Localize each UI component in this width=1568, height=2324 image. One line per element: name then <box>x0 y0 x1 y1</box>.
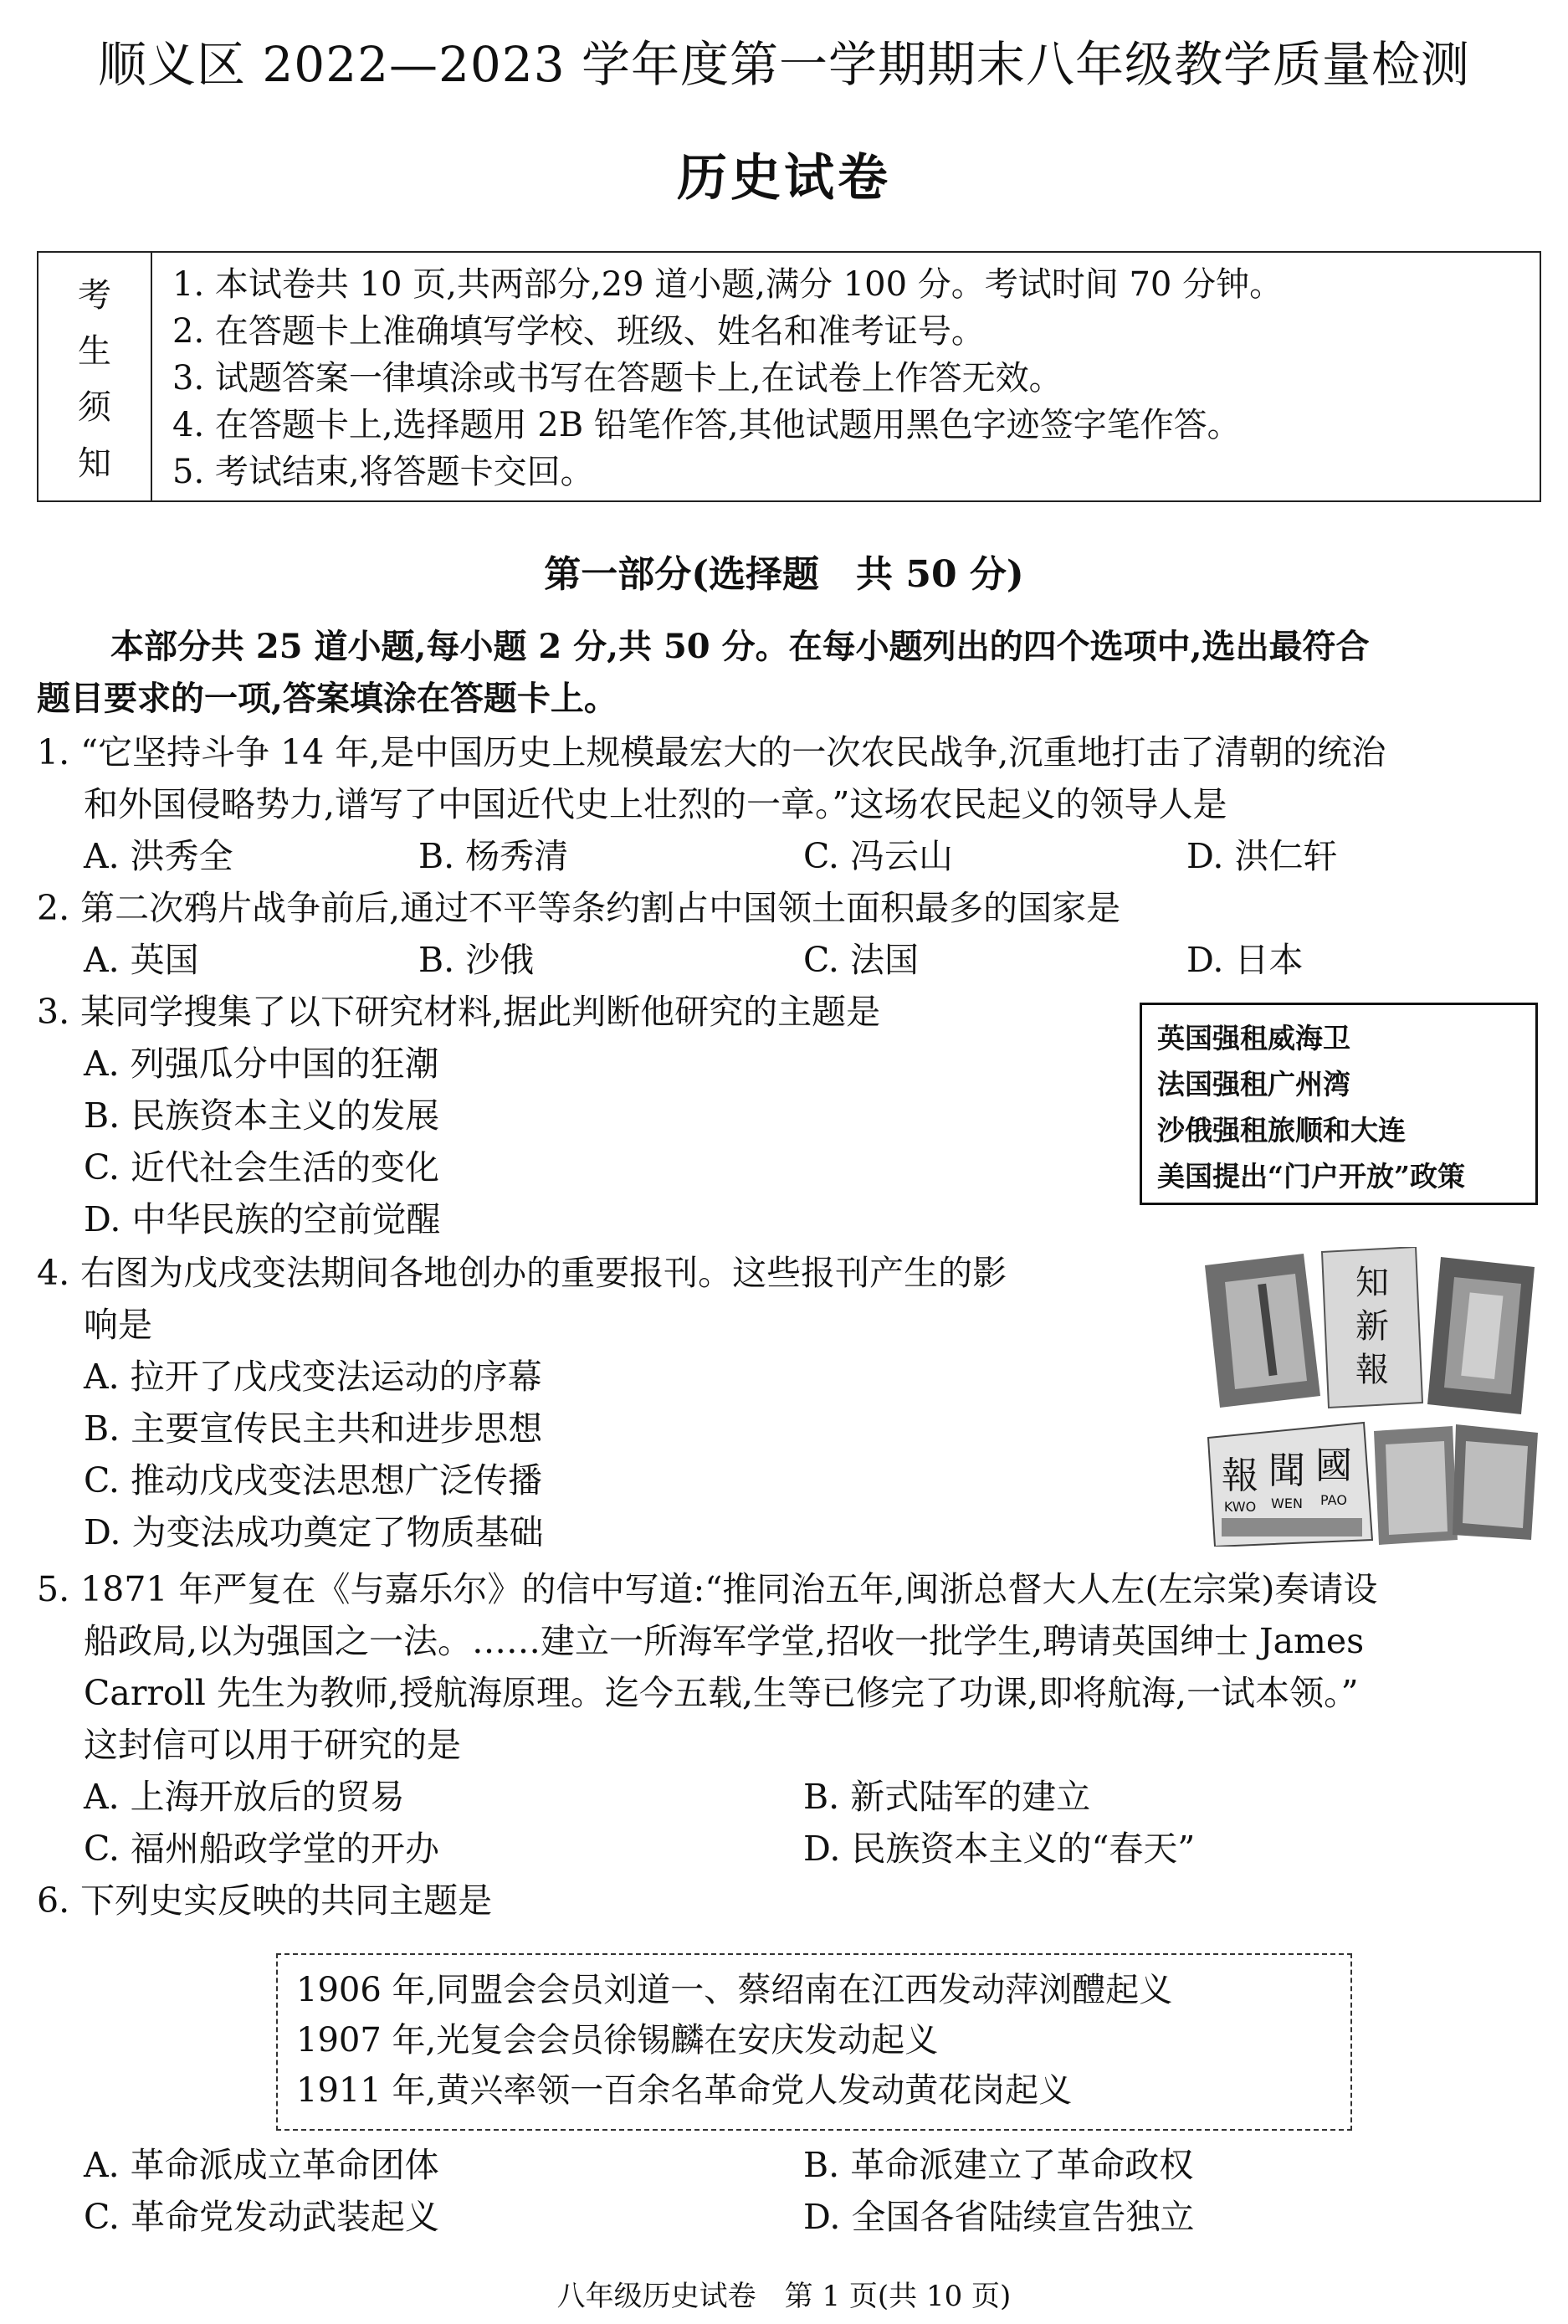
q1-option-d[interactable]: D. 洪仁轩 <box>1186 836 1338 876</box>
instruction-line: 本部分共 25 道小题,每小题 2 分,共 50 分。在每小题列出的四个选项中,选出最符合 <box>110 627 1370 666</box>
page-footer: 八年级历史试卷 第 1 页(共 10 页) <box>556 2280 1012 2313</box>
instruction-line: 题目要求的一项,答案填涂在答题卡上。 <box>37 679 617 718</box>
guowenbao-char: 聞 <box>1268 1449 1305 1492</box>
q2-option-b[interactable]: B. 沙俄 <box>418 940 535 980</box>
q1-option-c[interactable]: C. 冯云山 <box>803 836 953 876</box>
q4-option-b[interactable]: B. 主要宣传民主共和进步思想 <box>84 1408 543 1449</box>
newspaper-zhixinbao <box>1322 1247 1422 1408</box>
q2-option-a[interactable]: A. 英国 <box>84 940 199 980</box>
q1-option-a[interactable]: A. 洪秀全 <box>84 836 233 876</box>
q4-option-c[interactable]: C. 推动戊戌变法思想广泛传播 <box>84 1460 542 1501</box>
guowenbao-char: 報 <box>1222 1454 1258 1497</box>
notice-label-char: 须 <box>78 388 111 427</box>
newspaper-bottom-right <box>1374 1424 1538 1545</box>
notice-label-char: 生 <box>78 332 111 371</box>
notice-box <box>37 251 1541 502</box>
q5-option-c[interactable]: C. 福州船政学堂的开办 <box>84 1829 439 1869</box>
zhixinbao-char: 新 <box>1355 1307 1389 1346</box>
q2-option-c[interactable]: C. 法国 <box>803 940 919 980</box>
zhixinbao-char: 報 <box>1355 1351 1389 1389</box>
q5-option-b[interactable]: B. 新式陆军的建立 <box>803 1777 1091 1817</box>
notice-list <box>172 261 1531 495</box>
newspapers-photo <box>1196 1247 1541 1547</box>
part-heading: 第一部分(选择题 共 50 分) <box>544 553 1024 596</box>
q3-material-box <box>1140 1003 1538 1205</box>
guowenbao-latin: WEN <box>1271 1495 1303 1511</box>
q6-material-line: 1907 年,光复会会员徐锡麟在安庆发动起义 <box>296 2021 939 2060</box>
q6-option-b[interactable]: B. 革命派建立了革命政权 <box>803 2145 1194 2185</box>
notice-item: 4. 在答题卡上,选择题用 2B 铅笔作答,其他试题用黑色字迹签字笔作答。 <box>172 406 1241 444</box>
exam-subtitle: 历史试卷 <box>677 149 891 208</box>
question-3-stem: 3. 某同学搜集了以下研究材料,据此判断他研究的主题是 <box>37 992 881 1032</box>
q3-option-d[interactable]: D. 中华民族的空前觉醒 <box>84 1199 441 1239</box>
question-4-stem-cont: 响是 <box>84 1305 152 1345</box>
q3-option-a[interactable]: A. 列强瓜分中国的狂潮 <box>84 1044 439 1084</box>
question-1-stem-cont: 和外国侵略势力,谱写了中国近代史上壮烈的一章。”这场农民起义的领导人是 <box>84 784 1227 824</box>
q6-option-d[interactable]: D. 全国各省陆续宣告独立 <box>803 2197 1195 2237</box>
newspaper-guowenbao <box>1208 1423 1372 1547</box>
newspaper-right <box>1427 1257 1535 1414</box>
question-5-stem-cont: 船政局,以为强国之一法。……建立一所海军学堂,招收一批学生,聘请英国绅士 James <box>84 1621 1365 1661</box>
notice-item: 3. 试题答案一律填涂或书写在答题卡上,在试卷上作答无效。 <box>172 359 1063 398</box>
q5-option-a[interactable]: A. 上海开放后的贸易 <box>84 1777 405 1817</box>
notice-label-char: 知 <box>78 444 111 483</box>
newspaper-left <box>1205 1254 1320 1408</box>
notice-item: 1. 本试卷共 10 页,共两部分,29 道小题,满分 100 分。考试时间 70 分钟。 <box>172 265 1284 304</box>
guowenbao-latin: KWO <box>1223 1499 1257 1515</box>
question-4-stem: 4. 右图为戊戌变法期间各地创办的重要报刊。这些报刊产生的影 <box>37 1253 1007 1293</box>
notice-label-char: 考 <box>78 276 111 315</box>
q3-option-c[interactable]: C. 近代社会生活的变化 <box>84 1147 439 1188</box>
q3-material-line: 法国强租广州湾 <box>1157 1068 1350 1100</box>
notice-item: 5. 考试结束,将答题卡交回。 <box>172 453 594 491</box>
q5-option-d[interactable]: D. 民族资本主义的“春天” <box>803 1829 1196 1869</box>
q2-option-d[interactable]: D. 日本 <box>1186 940 1304 980</box>
q3-material-line: 英国强租威海卫 <box>1157 1022 1350 1054</box>
q6-material-box <box>276 1953 1352 2131</box>
question-6-stem: 6. 下列史实反映的共同主题是 <box>37 1880 493 1921</box>
q3-material-line: 沙俄强租旅顺和大连 <box>1157 1114 1406 1147</box>
question-5-stem-cont: Carroll 先生为教师,授航海原理。迄今五载,生等已修完了功课,即将航海,一试本领。” <box>84 1673 1359 1713</box>
q4-option-a[interactable]: A. 拉开了戊戌变法运动的序幕 <box>84 1357 542 1397</box>
q1-option-b[interactable]: B. 杨秀清 <box>418 836 569 876</box>
question-5-stem: 5. 1871 年严复在《与嘉乐尔》的信中写道:“推同治五年,闽浙总督大人左(左宗棠)奏请设 <box>37 1569 1378 1609</box>
q6-material-line: 1906 年,同盟会会员刘道一、蔡绍南在江西发动萍浏醴起义 <box>296 1971 1173 2009</box>
question-2-stem: 2. 第二次鸦片战争前后,通过不平等条约割占中国领土面积最多的国家是 <box>37 888 1121 928</box>
notice-item: 2. 在答题卡上准确填写学校、班级、姓名和准考证号。 <box>172 312 985 351</box>
q3-material-line: 美国提出“门户开放”政策 <box>1157 1160 1465 1193</box>
q6-option-a[interactable]: A. 革命派成立革命团体 <box>84 2145 439 2185</box>
notice-label <box>38 253 152 500</box>
q6-material-line: 1911 年,黄兴率领一百余名革命党人发动黄花岗起义 <box>296 2071 1073 2110</box>
part-instructions <box>37 621 1543 725</box>
guowenbao-char: 國 <box>1315 1444 1352 1487</box>
question-1-stem: 1. “它坚持斗争 14 年,是中国历史上规模最宏大的一次农民战争,沉重地打击了清朝的统治 <box>37 732 1386 772</box>
question-5-stem-cont: 这封信可以用于研究的是 <box>84 1725 461 1765</box>
q3-option-b[interactable]: B. 民族资本主义的发展 <box>84 1095 440 1136</box>
q4-option-d[interactable]: D. 为变法成功奠定了物质基础 <box>84 1512 544 1552</box>
exam-title: 顺义区 2022—2023 学年度第一学期期末八年级教学质量检测 <box>97 36 1471 93</box>
guowenbao-latin: PAO <box>1320 1492 1347 1508</box>
q6-option-c[interactable]: C. 革命党发动武装起义 <box>84 2197 439 2237</box>
zhixinbao-char: 知 <box>1355 1264 1389 1302</box>
